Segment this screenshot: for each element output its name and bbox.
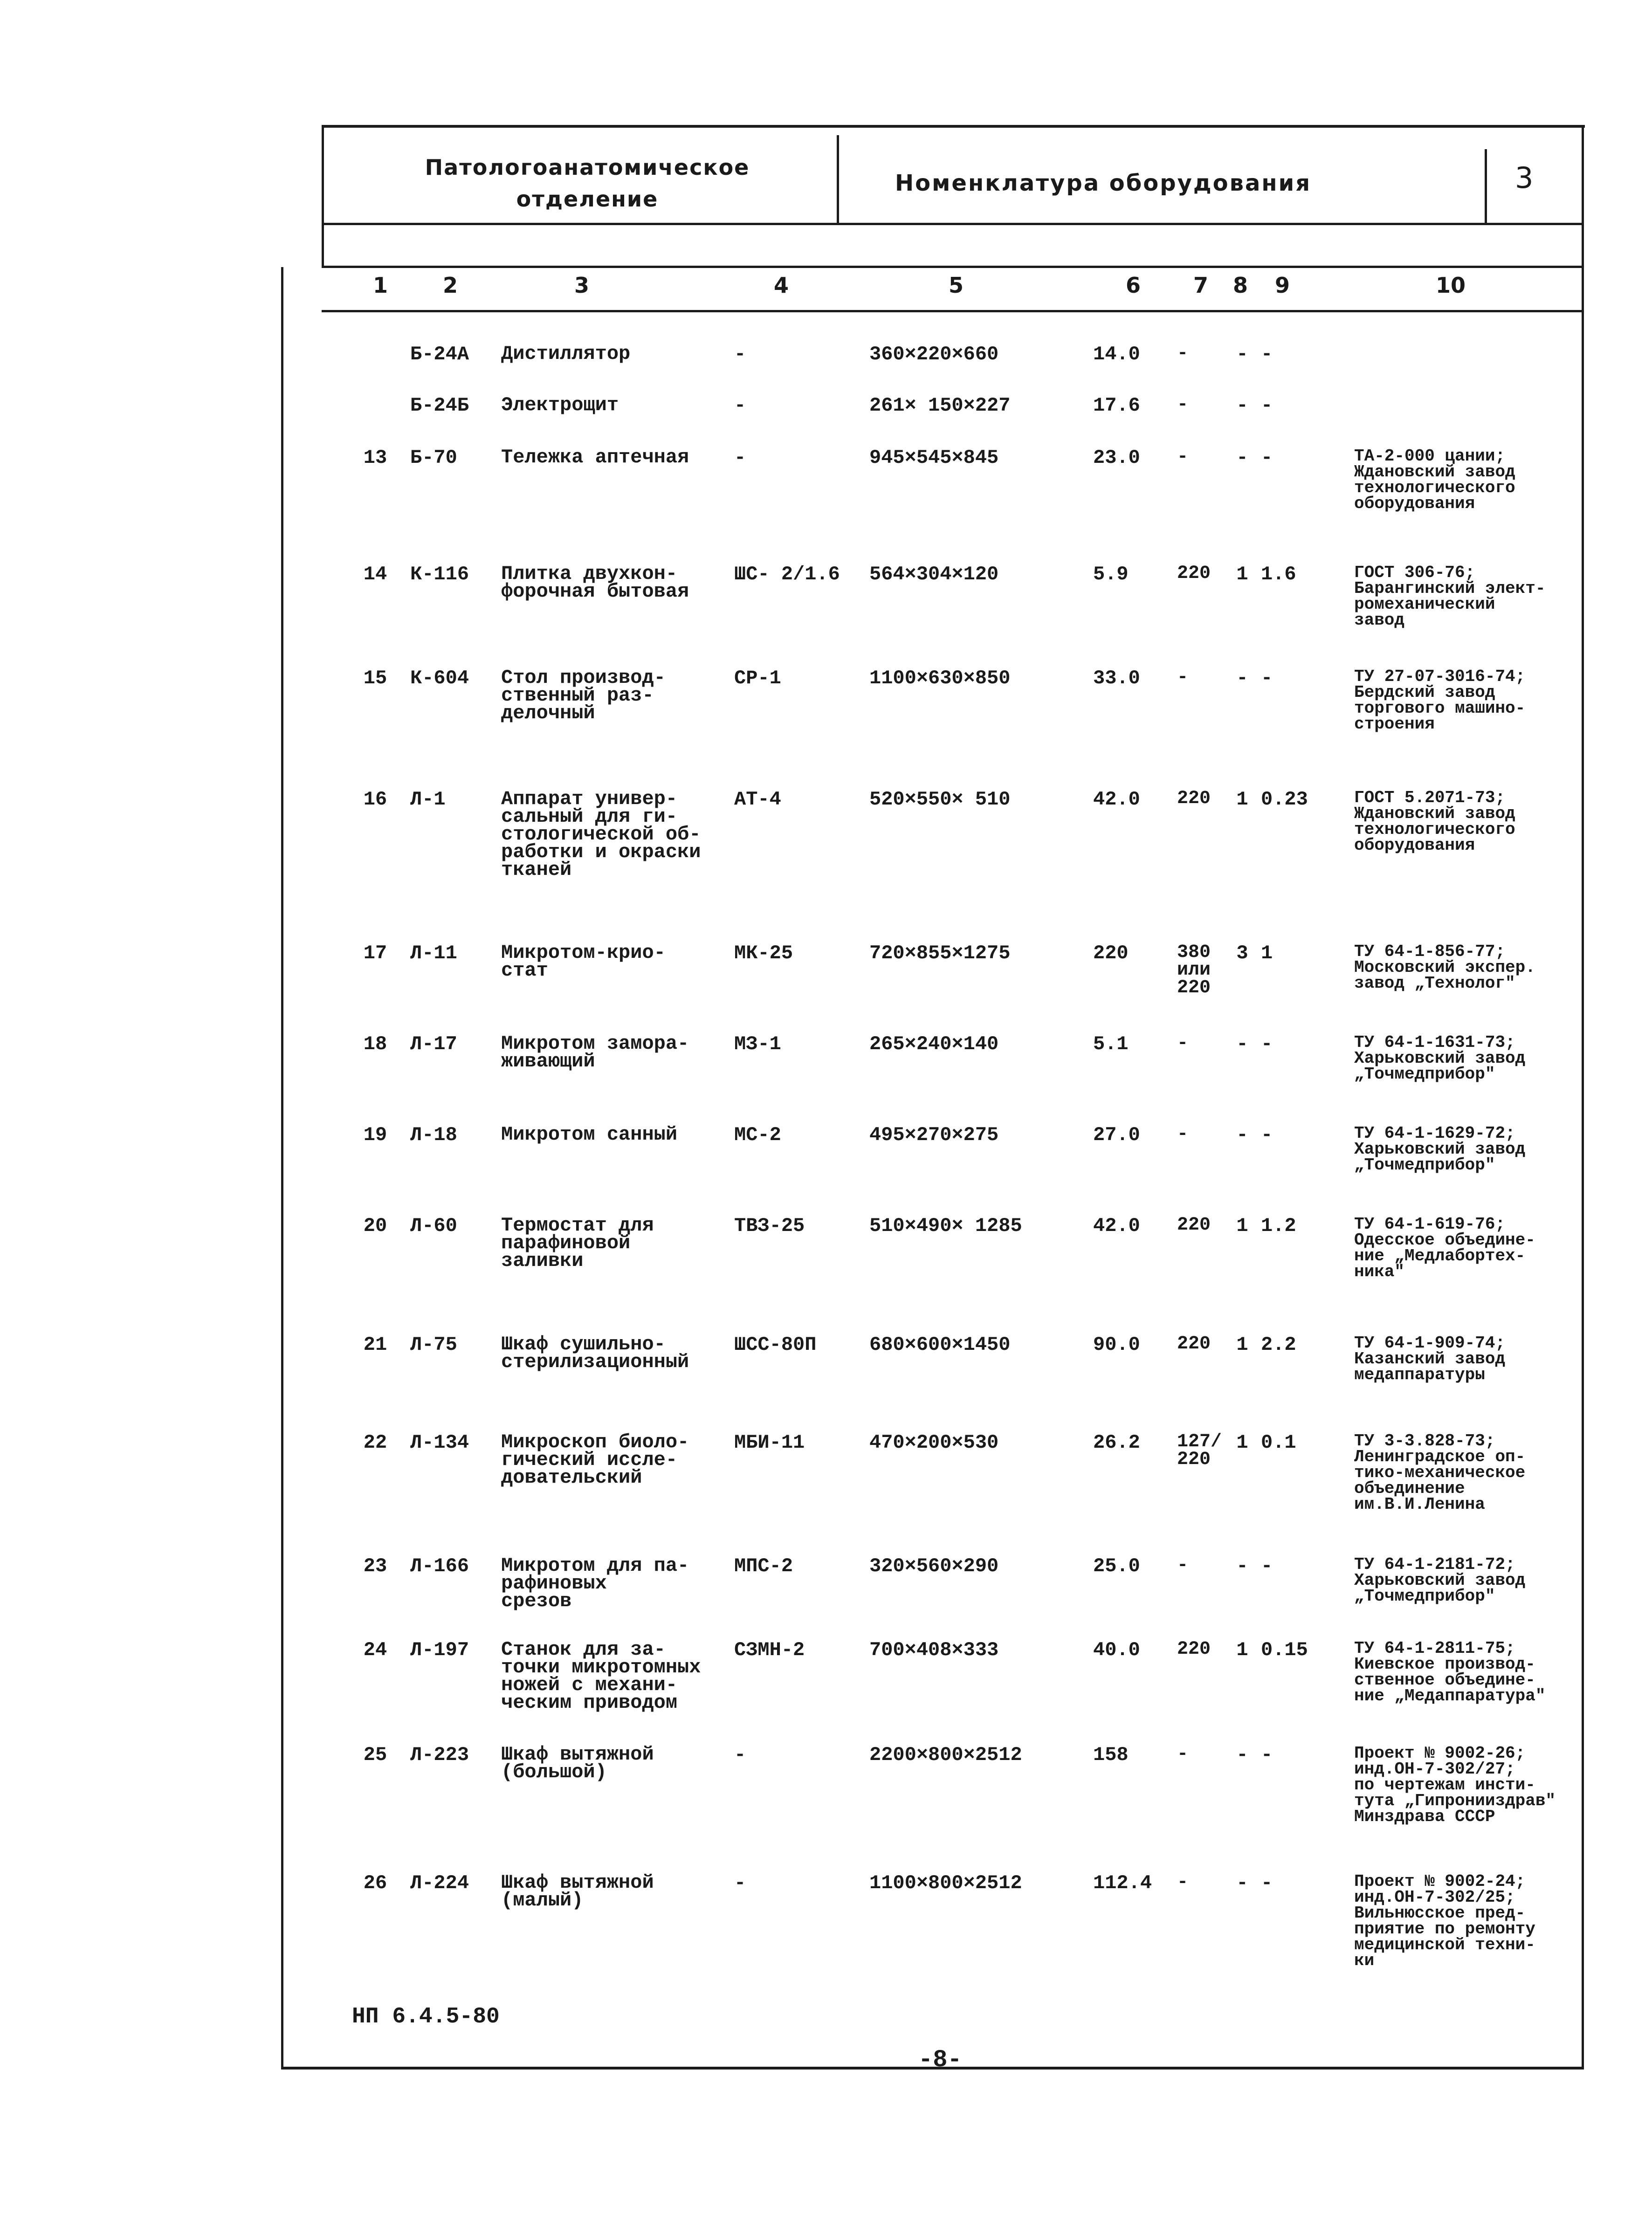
- equipment-voltage: 220: [1177, 563, 1211, 584]
- equipment-weight: 90.0: [1093, 1334, 1140, 1356]
- equipment-dimensions: 680×600×1450: [869, 1334, 1011, 1356]
- equipment-code: К-604: [410, 667, 469, 689]
- equipment-voltage: -: [1177, 447, 1189, 468]
- equipment-phases: -: [1236, 1872, 1248, 1894]
- equipment-voltage: -: [1177, 1744, 1189, 1765]
- equipment-name: Микротом-крио- стат: [501, 942, 666, 982]
- equipment-power: -: [1261, 1555, 1273, 1577]
- column-number: 1: [373, 273, 388, 298]
- row-number: 13: [363, 447, 387, 469]
- equipment-power: 0.23: [1261, 788, 1308, 811]
- equipment-weight: 5.9: [1093, 563, 1129, 585]
- row-number: 21: [363, 1334, 387, 1356]
- equipment-phases: 1: [1236, 1431, 1248, 1454]
- equipment-code: Л-75: [410, 1334, 457, 1356]
- equipment-phases: -: [1236, 1124, 1248, 1146]
- equipment-weight: 25.0: [1093, 1555, 1140, 1577]
- equipment-code: Л-17: [410, 1033, 457, 1055]
- equipment-power: 0.1: [1261, 1431, 1296, 1454]
- equipment-phases: -: [1236, 394, 1248, 417]
- equipment-code: Л-223: [410, 1744, 469, 1766]
- equipment-code: Л-11: [410, 942, 457, 964]
- equipment-type: АТ-4: [734, 788, 781, 811]
- column-number: 9: [1275, 273, 1290, 298]
- equipment-note: Проект № 9002-24; инд.ОН-7-302/25; Вильнюсское пред- приятие по ремонту медицинской техни- ки: [1354, 1872, 1535, 1970]
- equipment-type: -: [734, 343, 746, 365]
- equipment-code: Л-197: [410, 1639, 469, 1661]
- equipment-weight: 5.1: [1093, 1033, 1129, 1055]
- equipment-note: ТУ 64-1-2181-72; Харьковский завод „Точмедприбор": [1354, 1555, 1526, 1606]
- equipment-name: Тележка аптечная: [501, 446, 689, 468]
- equipment-type: МПС-2: [734, 1555, 793, 1577]
- column-number: 10: [1436, 273, 1466, 298]
- equipment-code: Л-18: [410, 1124, 457, 1146]
- equipment-phases: 1: [1236, 563, 1248, 585]
- equipment-dimensions: 945×545×845: [869, 447, 999, 469]
- equipment-power: -: [1261, 1124, 1273, 1146]
- equipment-type: ШС- 2/1.6: [734, 563, 840, 585]
- row-number: 20: [363, 1215, 387, 1237]
- equipment-code: Б-24Б: [410, 394, 469, 417]
- equipment-code: Б-70: [410, 447, 457, 469]
- equipment-voltage: -: [1177, 1555, 1189, 1576]
- header-split-1: [837, 135, 839, 225]
- equipment-voltage: 220: [1177, 1215, 1211, 1236]
- equipment-voltage: -: [1177, 343, 1189, 364]
- equipment-power: 1.6: [1261, 563, 1296, 585]
- equipment-name: Плитка двухкон- форочная бытовая: [501, 563, 689, 603]
- equipment-name: Микротом санный: [501, 1123, 678, 1146]
- equipment-dimensions: 564×304×120: [869, 563, 999, 585]
- equipment-phases: -: [1236, 343, 1248, 365]
- frame-top: [322, 125, 1585, 128]
- equipment-dimensions: 265×240×140: [869, 1033, 999, 1055]
- row-number: 26: [363, 1872, 387, 1894]
- document-code: НП 6.4.5-80: [352, 2004, 500, 2029]
- column-number: 4: [774, 273, 789, 298]
- equipment-code: Л-166: [410, 1555, 469, 1577]
- row-number: 14: [363, 563, 387, 585]
- document-title: Номенклатура оборудования: [895, 170, 1312, 196]
- equipment-phases: 1: [1236, 788, 1248, 811]
- equipment-phases: -: [1236, 1033, 1248, 1055]
- equipment-weight: 112.4: [1093, 1872, 1152, 1894]
- equipment-name: Микротом замора- живающий: [501, 1032, 689, 1073]
- equipment-name: Микротом для па- рафиновых срезов: [501, 1554, 689, 1612]
- equipment-note: ТА-2-000 цании; Ждановский завод технологического оборудования: [1354, 447, 1515, 513]
- equipment-note: ТУ 64-1-619-76; Одесское объедине- ние „Медлабортех- ника": [1354, 1215, 1535, 1281]
- equipment-power: -: [1261, 1033, 1273, 1055]
- column-number: 5: [949, 273, 964, 298]
- equipment-name: Шкаф вытяжной (малый): [501, 1871, 654, 1911]
- equipment-name: Шкаф вытяжной (большой): [501, 1743, 654, 1783]
- equipment-voltage: 220: [1177, 788, 1211, 809]
- equipment-dimensions: 1100×630×850: [869, 667, 1011, 689]
- equipment-power: 2.2: [1261, 1334, 1296, 1356]
- equipment-note: ТУ 64-1-909-74; Казанский завод медаппаратуры: [1354, 1334, 1506, 1384]
- equipment-type: -: [734, 1744, 746, 1766]
- header-split-2: [1485, 149, 1487, 225]
- equipment-type: ТВЗ-25: [734, 1215, 805, 1237]
- equipment-note: ГОСТ 306-76; Барангинский элект- ромеханический завод: [1354, 563, 1546, 630]
- equipment-dimensions: 510×490× 1285: [869, 1215, 1022, 1237]
- equipment-code: Б-24А: [410, 343, 469, 365]
- equipment-code: Л-224: [410, 1872, 469, 1894]
- equipment-voltage: 380 или 220: [1177, 942, 1211, 998]
- equipment-note: Проект № 9002-26; инд.ОН-7-302/27; по чертежам инсти- тута „Гипронииздрав" Минздрава СССР: [1354, 1744, 1556, 1826]
- equipment-note: ГОСТ 5.2071-73; Ждановский завод технологического оборудования: [1354, 788, 1515, 855]
- sheet-number: 3: [1515, 161, 1534, 195]
- equipment-name: Станок для за- точки микротомных ножей с механи- ческим приводом: [501, 1638, 701, 1714]
- equipment-voltage: -: [1177, 667, 1189, 688]
- equipment-name: Стол производ- ственный раз- делочный: [501, 667, 666, 724]
- equipment-type: МС-2: [734, 1124, 781, 1146]
- equipment-weight: 33.0: [1093, 667, 1140, 689]
- equipment-code: К-116: [410, 563, 469, 585]
- equipment-note: ТУ 3-3.828-73; Ленинградское оп- тико-механическое объединение им.В.И.Ленина: [1354, 1431, 1526, 1514]
- equipment-weight: 220: [1093, 942, 1129, 964]
- equipment-type: МБИ-11: [734, 1431, 805, 1454]
- equipment-voltage: -: [1177, 1124, 1189, 1145]
- row-number: 23: [363, 1555, 387, 1577]
- equipment-weight: 42.0: [1093, 1215, 1140, 1237]
- equipment-power: 0.15: [1261, 1639, 1308, 1661]
- equipment-type: МК-25: [734, 942, 793, 964]
- column-number: 7: [1193, 273, 1209, 298]
- equipment-name: Аппарат универ- сальный для ги- стологической об- работки и окраски тканей: [501, 788, 701, 881]
- column-number: 6: [1126, 273, 1141, 298]
- equipment-phases: -: [1236, 1744, 1248, 1766]
- equipment-dimensions: 520×550× 510: [869, 788, 1011, 811]
- equipment-phases: 1: [1236, 1215, 1248, 1237]
- equipment-voltage: -: [1177, 1872, 1189, 1893]
- row-number: 25: [363, 1744, 387, 1766]
- column-numbers-bottom-rule: [322, 310, 1584, 312]
- equipment-power: -: [1261, 1744, 1273, 1766]
- equipment-type: ШСС-80П: [734, 1334, 817, 1356]
- equipment-name: Шкаф сушильно- стерилизационный: [501, 1333, 689, 1373]
- column-numbers-top-rule: [322, 266, 1584, 268]
- equipment-weight: 26.2: [1093, 1431, 1140, 1454]
- row-number: 24: [363, 1639, 387, 1661]
- equipment-name: Дистиллятор: [501, 343, 631, 365]
- equipment-phases: -: [1236, 447, 1248, 469]
- equipment-code: Л-134: [410, 1431, 469, 1454]
- equipment-type: -: [734, 394, 746, 417]
- equipment-phases: -: [1236, 1555, 1248, 1577]
- equipment-name: Микроскоп биоло- гический иссле- довательский: [501, 1431, 689, 1489]
- equipment-phases: 1: [1236, 1334, 1248, 1356]
- equipment-weight: 17.6: [1093, 394, 1140, 417]
- equipment-note: ТУ 64-1-1631-73; Харьковский завод „Точмедприбор": [1354, 1033, 1526, 1084]
- equipment-power: -: [1261, 667, 1273, 689]
- equipment-voltage: 220: [1177, 1639, 1211, 1660]
- equipment-weight: 158: [1093, 1744, 1129, 1766]
- equipment-voltage: -: [1177, 394, 1189, 415]
- equipment-power: -: [1261, 394, 1273, 417]
- equipment-dimensions: 2200×800×2512: [869, 1744, 1022, 1766]
- equipment-power: -: [1261, 1872, 1273, 1894]
- equipment-weight: 40.0: [1093, 1639, 1140, 1661]
- equipment-name: Термостат для парафиновой заливки: [501, 1214, 654, 1272]
- equipment-note: ТУ 64-1-1629-72; Харьковский завод „Точмедприбор": [1354, 1124, 1526, 1175]
- equipment-note: ТУ 64-1-2811-75; Киевское производ- ственное объедине- ние „Медаппаратура": [1354, 1639, 1546, 1705]
- equipment-type: -: [734, 1872, 746, 1894]
- row-number: 16: [363, 788, 387, 811]
- row-number: 15: [363, 667, 387, 689]
- equipment-dimensions: 720×855×1275: [869, 942, 1011, 964]
- equipment-power: -: [1261, 447, 1273, 469]
- equipment-phases: 3: [1236, 942, 1248, 964]
- equipment-type: СЗМН-2: [734, 1639, 805, 1661]
- equipment-dimensions: 1100×800×2512: [869, 1872, 1022, 1894]
- equipment-note: ТУ 27-07-3016-74; Бердский завод торгового машино- строения: [1354, 667, 1526, 734]
- equipment-type: СР-1: [734, 667, 781, 689]
- row-number: 17: [363, 942, 387, 964]
- equipment-power: 1: [1261, 942, 1273, 964]
- equipment-type: МЗ-1: [734, 1033, 781, 1055]
- frame-left-upper: [322, 125, 324, 267]
- equipment-phases: -: [1236, 667, 1248, 689]
- equipment-weight: 14.0: [1093, 343, 1140, 365]
- row-number: 19: [363, 1124, 387, 1146]
- equipment-power: -: [1261, 343, 1273, 365]
- equipment-dimensions: 470×200×530: [869, 1431, 999, 1454]
- department-title: Патологоанатомическое отделение: [425, 155, 750, 212]
- equipment-code: Л-1: [410, 788, 446, 811]
- row-number: 22: [363, 1431, 387, 1454]
- equipment-voltage: 127/ 220: [1177, 1431, 1222, 1470]
- equipment-dimensions: 261× 150×227: [869, 394, 1011, 417]
- column-number: 2: [443, 273, 458, 298]
- equipment-dimensions: 495×270×275: [869, 1124, 999, 1146]
- row-number: 18: [363, 1033, 387, 1055]
- equipment-dimensions: 320×560×290: [869, 1555, 999, 1577]
- equipment-dimensions: 700×408×333: [869, 1639, 999, 1661]
- equipment-power: 1.2: [1261, 1215, 1296, 1237]
- equipment-type: -: [734, 447, 746, 469]
- equipment-weight: 42.0: [1093, 788, 1140, 811]
- equipment-phases: 1: [1236, 1639, 1248, 1661]
- equipment-weight: 23.0: [1093, 447, 1140, 469]
- header-divider: [322, 223, 1584, 225]
- equipment-voltage: -: [1177, 1033, 1189, 1054]
- equipment-voltage: 220: [1177, 1334, 1211, 1355]
- equipment-weight: 27.0: [1093, 1124, 1140, 1146]
- equipment-dimensions: 360×220×660: [869, 343, 999, 365]
- equipment-code: Л-60: [410, 1215, 457, 1237]
- equipment-name: Электрощит: [501, 394, 619, 416]
- column-number: 8: [1233, 273, 1248, 298]
- equipment-note: ТУ 64-1-856-77; Московский экспер. завод „Технолог": [1354, 942, 1535, 993]
- frame-left: [281, 267, 283, 2069]
- page-number: -8-: [918, 2046, 962, 2074]
- column-number: 3: [574, 273, 590, 298]
